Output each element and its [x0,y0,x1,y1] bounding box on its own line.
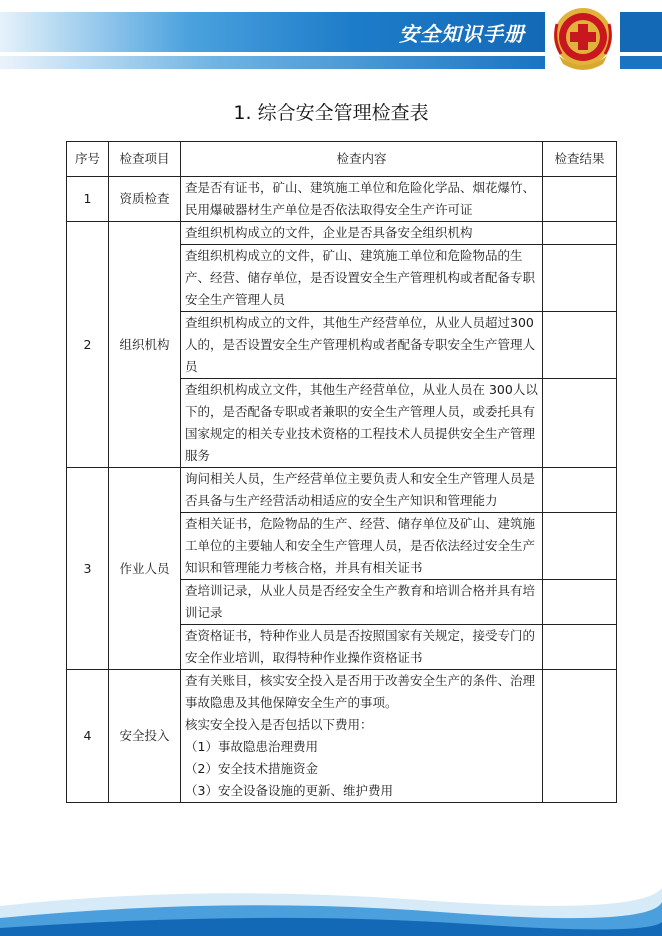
header-result: 检查结果 [543,142,617,177]
police-badge-emblem-icon [549,4,617,74]
table-header-row [67,142,617,177]
check-result [543,670,617,803]
check-item: 组织机构 [109,222,181,468]
check-content: 查相关证书，危险物品的生产、经营、储存单位及矿山、建筑施工单位的主要轴人和安全生产管理人员，是否依法经过安全生产知识和管理能力考核合格，并具有相关证书 [181,513,543,580]
check-content: 查资格证书，特种作业人员是否按照国家有关规定，接受专门的安全作业培训，取得特种作业操作资格证书 [181,625,543,670]
row-number: 1 [67,177,109,222]
check-content: 查组织机构成立的文件，其他生产经营单位，从业人员超过300 人的，是否设置安全生产管理机构或者配备专职安全生产管理人员 [181,312,543,379]
table-row [67,222,617,245]
check-result [543,513,617,580]
safety-checklist-table [66,141,617,803]
header-item: 检查项目 [109,142,181,177]
check-item: 安全投入 [109,670,181,803]
header-no: 序号 [67,142,109,177]
table-row [67,468,617,513]
row-number: 4 [67,670,109,803]
check-content: 查有关账目，核实安全投入是否用于改善安全生产的条件、治理事故隐患及其他保障安全生产的事项。 核实安全投入是否包括以下费用： （1）事故隐患治理费用 （2）安全技术措施资金 （3）安全设备设施的更新、维护费用 [181,670,543,803]
page-title: 1. 综合安全管理检查表 [233,102,429,124]
header-stripe-right [620,56,662,69]
header-content: 检查内容 [181,142,543,177]
check-result [543,379,617,468]
header-title: 安全知识手册 [399,22,525,46]
check-result [543,177,617,222]
check-result [543,625,617,670]
header-banner-right [620,12,662,52]
check-item: 作业人员 [109,468,181,670]
row-number: 3 [67,468,109,670]
check-result [543,222,617,245]
check-content: 查是否有证书，矿山、建筑施工单位和危险化学品、烟花爆竹、民用爆破器材生产单位是否依法取得安全生产许可证 [181,177,543,222]
check-result [543,245,617,312]
check-result [543,468,617,513]
check-content: 查组织机构成立文件，其他生产经营单位，从业人员在 300人以下的，是否配备专职或者兼职的安全生产管理人员，或委托具有国家规定的相关专业技术资格的工程技术人员提供安全生产管理服务 [181,379,543,468]
check-content: 查组织机构成立的文件，企业是否具备安全组织机构 [181,222,543,245]
check-item: 资质检查 [109,177,181,222]
check-content: 查培训记录，从业人员是否经安全生产教育和培训合格并具有培训记录 [181,580,543,625]
table-row [67,177,617,222]
footer-wave-decoration [0,866,662,936]
check-content: 询问相关人员，生产经营单位主要负责人和安全生产管理人员是否具备与生产经营活动相适应的安全生产知识和管理能力 [181,468,543,513]
check-result [543,580,617,625]
row-number: 2 [67,222,109,468]
table-row [67,670,617,803]
header-stripe [0,56,545,69]
check-content: 查组织机构成立的文件，矿山、建筑施工单位和危险物品的生产、经营、储存单位，是否设置安全生产管理机构或者配备专职安全生产管理人员 [181,245,543,312]
check-result [543,312,617,379]
header-banner [0,12,545,52]
